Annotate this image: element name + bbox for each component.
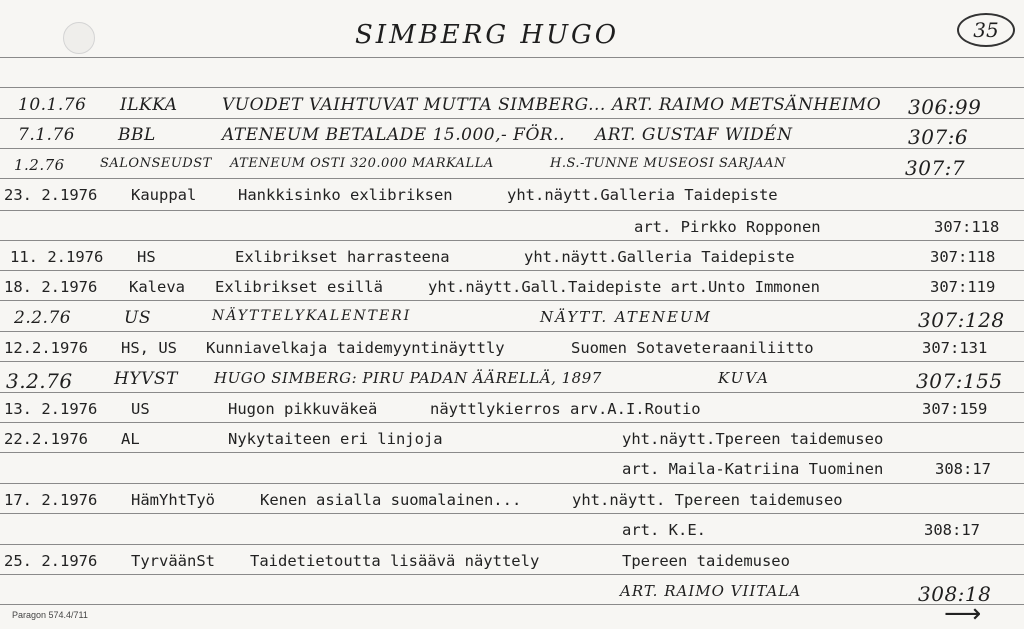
entry-ref: 307:128 — [918, 308, 1005, 332]
entry-row — [0, 578, 1024, 606]
entry-note: yht.näytt. Tpereen taidemuseo — [572, 491, 843, 509]
entry-row — [0, 91, 1024, 119]
entry-row — [0, 152, 1024, 180]
entry-source: US — [124, 308, 151, 328]
entry-ref: 307:118 — [930, 248, 996, 266]
entry-date: 2.2.76 — [14, 308, 72, 328]
entry-title: Exlibrikset esillä — [215, 278, 383, 296]
entry-row — [0, 456, 1024, 484]
entry-ref: 306:99 — [908, 95, 982, 119]
entry-source: Kauppal — [131, 186, 197, 204]
entry-title: Nykytaiteen eri linjoja — [228, 430, 443, 448]
entry-source: BBL — [118, 125, 156, 145]
entry-title: Kenen asialla suomalainen... — [260, 491, 522, 509]
continue-arrow-icon: ⟶ — [944, 599, 982, 629]
entry-title: HUGO SIMBERG: PIRU PADAN ÄÄRELLÄ, 1897 — [214, 369, 602, 387]
entry-date: 1.2.76 — [14, 156, 65, 174]
entry-note: ART. RAIMO METSÄNHEIMO — [612, 95, 882, 115]
entry-ref: 308:17 — [924, 521, 980, 539]
entry-title: Taidetietoutta lisäävä näyttely — [250, 552, 540, 570]
entry-source: US — [131, 400, 150, 418]
entry-ref: 307:7 — [905, 156, 966, 180]
entry-note: art. K.E. — [622, 521, 706, 539]
entry-title: ATENEUM BETALADE 15.000,- FÖR.. — [222, 125, 565, 145]
entry-ref: 307:159 — [922, 400, 988, 418]
entry-date: 10.1.76 — [18, 95, 87, 115]
entry-ref: 307:119 — [930, 278, 996, 296]
entry-note: art. Pirkko Ropponen — [634, 218, 821, 236]
entry-note: yht.näytt.Gall.Taidepiste art.Unto Immonen — [428, 278, 820, 296]
entry-ref: 307:155 — [916, 369, 1003, 393]
entry-note: yht.näytt.Galleria Taidepiste — [507, 186, 778, 204]
entry-note: ART. RAIMO VIITALA — [620, 582, 802, 600]
entry-ref: 308:17 — [935, 460, 991, 478]
entry-title: VUODET VAIHTUVAT MUTTA SIMBERG... — [222, 95, 606, 115]
entry-date: 3.2.76 — [6, 369, 73, 393]
entry-date: 13. 2.1976 — [4, 400, 98, 418]
entry-date: 25. 2.1976 — [4, 552, 98, 570]
entry-source: Kaleva — [129, 278, 185, 296]
entry-row — [0, 304, 1024, 332]
entry-note: yht.näytt.Galleria Taidepiste — [524, 248, 795, 266]
ruled-line — [0, 87, 1024, 88]
entry-title: Kunniavelkaja taidemyyntinäyttly — [206, 339, 505, 357]
entry-date: 18. 2.1976 — [4, 278, 98, 296]
entry-row — [0, 274, 1024, 302]
entry-source: AL — [121, 430, 140, 448]
entry-note: yht.näytt.Tpereen taidemuseo — [622, 430, 884, 448]
entry-source: HS — [137, 248, 156, 266]
punch-hole — [63, 22, 95, 54]
entry-note: KUVA — [718, 369, 770, 387]
entry-source: HämYhtTyö — [131, 491, 215, 509]
entry-ref: 308:18 — [918, 582, 992, 606]
entry-ref: 307:131 — [922, 339, 988, 357]
entry-row — [0, 487, 1024, 515]
entry-row — [0, 548, 1024, 576]
entry-source: SALONSEUDST — [100, 156, 212, 171]
entry-ref: 307:118 — [934, 218, 1000, 236]
entry-row — [0, 517, 1024, 545]
entry-row — [0, 244, 1024, 272]
entry-title: Hankkisinko exlibriksen — [238, 186, 453, 204]
card-footer-print: Paragon 574.4/711 — [12, 610, 88, 620]
ruled-line — [0, 57, 1024, 58]
entry-note: H.S.-TUNNE MUSEOSI SARJAAN — [550, 156, 786, 171]
entry-source: HS, US — [121, 339, 177, 357]
entry-row — [0, 121, 1024, 149]
entry-title: NÄYTTELYKALENTERI — [212, 308, 412, 324]
entry-note: ART. GUSTAF WIDÉN — [595, 125, 793, 145]
entry-row — [0, 426, 1024, 454]
ruled-line — [0, 210, 1024, 211]
entry-source: HYVST — [114, 369, 178, 389]
entry-row — [0, 335, 1024, 363]
entry-note: Suomen Sotaveteraaniliitto — [571, 339, 814, 357]
entry-title: ATENEUM OSTI 320.000 MARKALLA — [230, 156, 494, 171]
entry-title: Exlibrikset harrasteena — [235, 248, 450, 266]
entry-row — [0, 182, 1024, 210]
entry-source: TyrväänSt — [131, 552, 215, 570]
entry-note: Tpereen taidemuseo — [622, 552, 790, 570]
card-number: 35 — [957, 13, 1015, 47]
entry-date: 7.1.76 — [18, 125, 76, 145]
entry-date: 22.2.1976 — [4, 430, 88, 448]
entry-date: 12.2.1976 — [4, 339, 88, 357]
entry-date: 23. 2.1976 — [4, 186, 98, 204]
entry-note: art. Maila-Katriina Tuominen — [622, 460, 884, 478]
entry-note: näyttlykierros arv.A.I.Routio — [430, 400, 701, 418]
entry-title: Hugon pikkuväkeä — [228, 400, 378, 418]
entry-source: ILKKA — [120, 95, 178, 115]
entry-ref: 307:6 — [908, 125, 969, 149]
entry-note: NÄYTT. ATENEUM — [540, 308, 712, 326]
entry-row — [0, 214, 1024, 242]
entry-row — [0, 396, 1024, 424]
card-title: SIMBERG HUGO — [355, 20, 620, 50]
entry-date: 17. 2.1976 — [4, 491, 98, 509]
entry-date: 11. 2.1976 — [10, 248, 104, 266]
entry-row — [0, 365, 1024, 393]
